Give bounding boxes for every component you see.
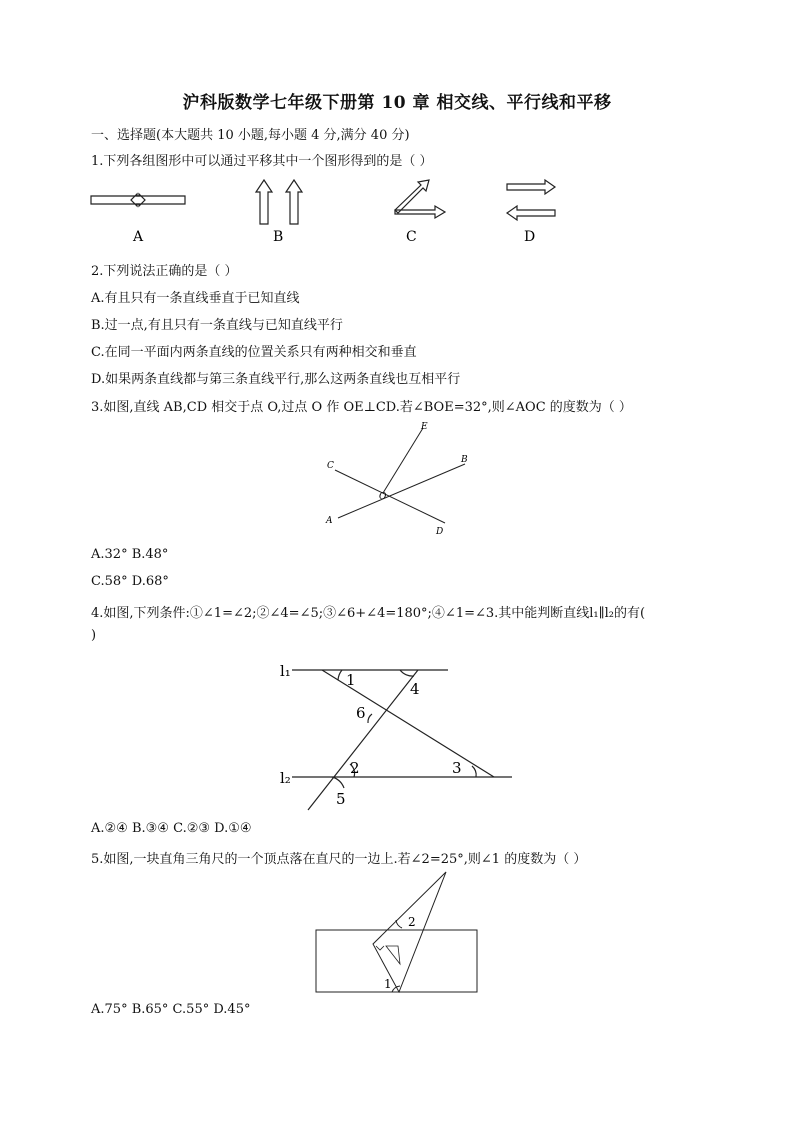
question-4-options: A.②④ B.③④ C.②③ D.①④ bbox=[91, 821, 252, 836]
question-2-option-b: B.过一点,有且只有一条直线与已知直线平行 bbox=[91, 318, 343, 333]
q3-label-c: C bbox=[327, 461, 334, 471]
document-title: 沪科版数学七年级下册第 10 章 相交线、平行线和平移 bbox=[182, 93, 612, 113]
question-2-option-d: D.如果两条直线都与第三条直线平行,那么这两条直线也互相平行 bbox=[91, 372, 461, 387]
question-5-options: A.75° B.65° C.55° D.45° bbox=[91, 1002, 251, 1017]
q1-option-d-figure bbox=[507, 180, 555, 220]
q5-angle-2: 2 bbox=[408, 915, 416, 929]
line-cd bbox=[335, 470, 445, 523]
question-5-figure bbox=[312, 868, 482, 996]
q3-label-e: E bbox=[421, 422, 428, 432]
question-3-stem: 3.如图,直线 AB,CD 相交于点 O,过点 O 作 OE⊥CD.若∠BOE=32°,则∠AOC 的度数为（ ） bbox=[91, 400, 632, 415]
ray-oe bbox=[383, 428, 423, 493]
question-4-stem-line-2: ) bbox=[91, 628, 97, 643]
q3-label-b: B bbox=[461, 455, 468, 465]
line-ab bbox=[338, 464, 465, 518]
q1-label-d: D bbox=[524, 229, 536, 245]
question-3-figure bbox=[315, 418, 485, 540]
q5-angle-1: 1 bbox=[384, 977, 392, 991]
question-1-stem: 1.下列各组图形中可以通过平移其中一个图形得到的是（ ） bbox=[91, 154, 433, 169]
ruler bbox=[316, 930, 477, 992]
q4-angle-4: 4 bbox=[410, 680, 420, 698]
q4-angle-3: 3 bbox=[452, 759, 462, 777]
q1-option-a-figure bbox=[91, 194, 185, 206]
question-1-figure bbox=[85, 172, 565, 252]
q4-label-l1: l₁ bbox=[280, 662, 291, 680]
question-2-stem: 2.下列说法正确的是（ ） bbox=[91, 264, 238, 279]
q3-label-o: O bbox=[379, 492, 387, 502]
arc-5 bbox=[332, 777, 344, 788]
q1-option-c-figure bbox=[395, 180, 445, 218]
arc-3 bbox=[472, 766, 476, 777]
q4-angle-5: 5 bbox=[336, 790, 346, 808]
question-5-stem: 5.如图,一块直角三角尺的一个顶点落在直尺的一边上.若∠2=25°,则∠1 的度数为（ ） bbox=[91, 852, 587, 867]
arc-6 bbox=[368, 714, 372, 723]
q1-option-b-figure bbox=[256, 180, 302, 224]
q3-label-a: A bbox=[326, 516, 333, 526]
question-2-option-c: C.在同一平面内两条直线的位置关系只有两种相交和垂直 bbox=[91, 345, 417, 360]
question-3-options-row-2: C.58° D.68° bbox=[91, 574, 169, 589]
question-4-stem-line-1: 4.如图,下列条件:①∠1=∠2;②∠4=∠5;③∠6+∠4=180°;④∠1=∠3.其中能判断直线l₁∥l₂的有( bbox=[91, 606, 646, 621]
arc-1 bbox=[338, 670, 342, 680]
question-2-option-a: A.有且只有一条直线垂直于已知直线 bbox=[91, 291, 300, 306]
triangle-ruler-outer bbox=[373, 872, 446, 992]
transversal-a bbox=[308, 670, 418, 810]
arc-4 bbox=[400, 670, 414, 676]
q1-label-c: C bbox=[406, 229, 417, 245]
right-angle-mark bbox=[376, 946, 384, 950]
question-4-figure bbox=[272, 652, 522, 812]
q1-label-a: A bbox=[133, 229, 144, 245]
section-heading: 一、选择题(本大题共 10 小题,每小题 4 分,满分 40 分) bbox=[91, 128, 410, 143]
q4-angle-6: 6 bbox=[356, 704, 366, 722]
q4-label-l2: l₂ bbox=[280, 769, 291, 787]
question-3-options-row-1: A.32° B.48° bbox=[91, 547, 169, 562]
q4-angle-1: 1 bbox=[346, 671, 356, 689]
arc-angle-2 bbox=[396, 920, 402, 928]
q3-label-d: D bbox=[436, 527, 444, 537]
q4-angle-2: 2 bbox=[350, 759, 360, 777]
q1-label-b: B bbox=[273, 229, 284, 245]
triangle-ruler-inner bbox=[386, 946, 400, 964]
